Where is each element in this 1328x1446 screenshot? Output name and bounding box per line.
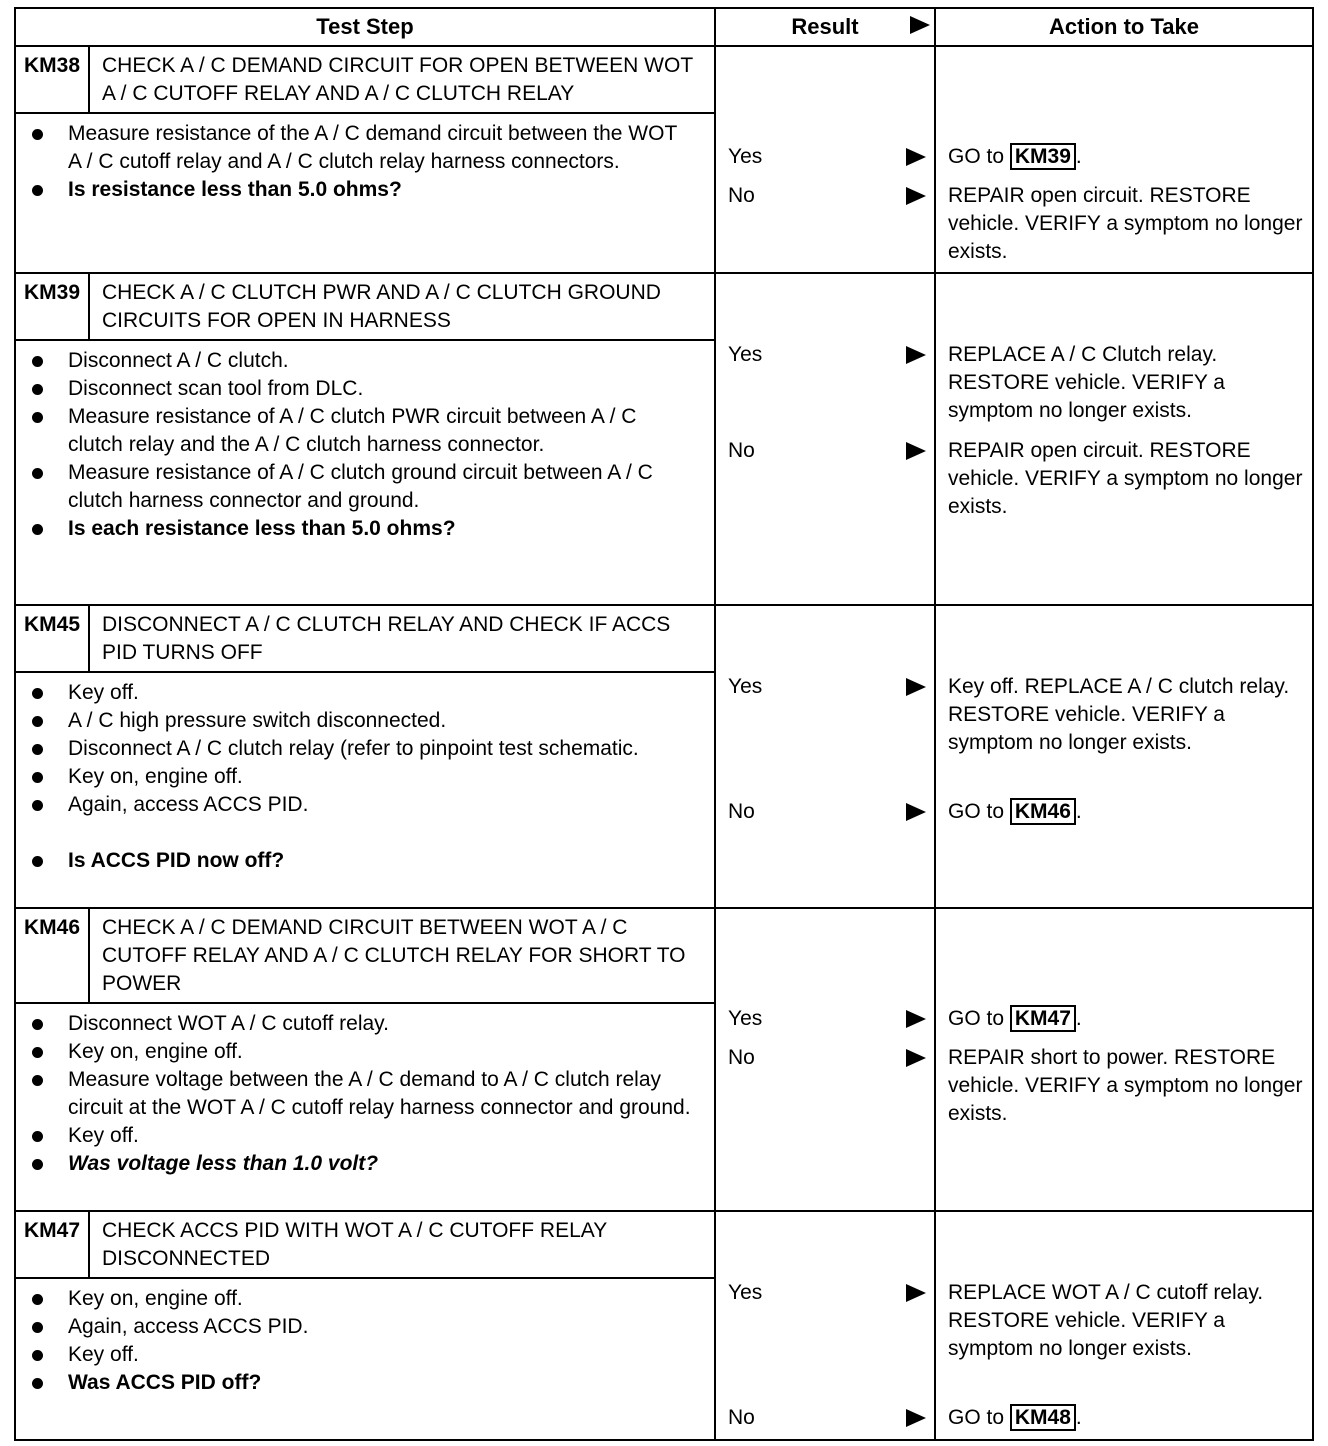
- result-cell: [715, 908, 935, 1211]
- action-text: REPLACE A / C Clutch relay. RESTORE vehicle. VERIFY a symptom no longer exists.: [948, 343, 1225, 422]
- step-reference-link[interactable]: KM48: [1010, 1404, 1076, 1431]
- action-prefix: GO to: [948, 1007, 1010, 1030]
- result-label: No: [728, 1046, 755, 1069]
- arrow-right-icon: [906, 442, 926, 460]
- step-id: KM45: [16, 606, 90, 671]
- diagnostic-table-sheet: [14, 7, 1312, 1441]
- result-option: [728, 437, 928, 465]
- step-title: CHECK ACCS PID WITH WOT A / C CUTOFF RELAY DISCONNECTED: [102, 1219, 607, 1270]
- result-option: [728, 1044, 928, 1072]
- step-question: Is each resistance less than 5.0 ohms?: [16, 515, 694, 543]
- step-question: Was ACCS PID off?: [16, 1369, 694, 1397]
- test-step-cell: [15, 605, 715, 908]
- arrow-right-icon: [906, 1010, 926, 1028]
- instruction-item: Key on, engine off.: [16, 1285, 694, 1313]
- result-option: [728, 798, 928, 826]
- action-text: Key off. REPLACE A / C clutch relay. RESTORE vehicle. VERIFY a symptom no longer exists.: [948, 675, 1290, 754]
- instruction-item: Again, access ACCS PID.: [16, 1313, 694, 1341]
- step-reference-link[interactable]: KM46: [1010, 798, 1076, 825]
- step-title: CHECK A / C DEMAND CIRCUIT FOR OPEN BETWEEN WOT A / C CUTOFF RELAY AND A / C CLUTCH RELAY: [102, 54, 693, 105]
- result-label: No: [728, 800, 755, 823]
- result-label: Yes: [728, 1281, 763, 1304]
- step-header: [16, 47, 714, 114]
- arrow-right-icon: [906, 678, 926, 696]
- arrow-right-icon: [906, 346, 926, 364]
- instruction-item: Key on, engine off.: [16, 763, 694, 791]
- action-cell: [935, 46, 1313, 273]
- step-instructions: [16, 341, 714, 551]
- result-label: Yes: [728, 343, 763, 366]
- result-cell: [715, 273, 935, 605]
- instruction-item: Disconnect scan tool from DLC.: [16, 375, 694, 403]
- step-title: CHECK A / C CLUTCH PWR AND A / C CLUTCH GROUND CIRCUITS FOR OPEN IN HARNESS: [102, 281, 661, 332]
- action-suffix: .: [1075, 1007, 1082, 1030]
- result-label: No: [728, 1406, 755, 1429]
- test-step-cell: [15, 46, 715, 273]
- action-text: REPAIR open circuit. RESTORE vehicle. VERIFY a symptom no longer exists.: [948, 439, 1303, 518]
- test-step-row: [15, 908, 1313, 1211]
- action-cell: [935, 605, 1313, 908]
- step-id: KM38: [16, 47, 90, 112]
- step-id: KM47: [16, 1212, 90, 1277]
- result-cell: [715, 605, 935, 908]
- action-text: [948, 143, 1304, 171]
- arrow-right-icon: [906, 1049, 926, 1067]
- header-row: [15, 8, 1313, 46]
- action-text: [948, 1005, 1304, 1033]
- instruction-item: Measure resistance of A / C clutch ground circuit between A / C clutch harness connector and ground.: [16, 459, 694, 515]
- result-label: Yes: [728, 675, 763, 698]
- step-id: KM39: [16, 274, 90, 339]
- result-option: [728, 341, 928, 369]
- instruction-item: Key off.: [16, 1341, 694, 1369]
- step-title: CHECK A / C DEMAND CIRCUIT BETWEEN WOT A / C CUTOFF RELAY AND A / C CLUTCH RELAY FOR SHORT TO POWER: [102, 916, 686, 995]
- step-instructions: [16, 673, 714, 883]
- test-step-row: [15, 273, 1313, 605]
- action-cell: [935, 908, 1313, 1211]
- arrow-right-icon: [910, 16, 930, 34]
- result-option: [728, 1404, 928, 1432]
- step-header: [16, 909, 714, 1004]
- result-option: [728, 182, 928, 210]
- step-header: [16, 274, 714, 341]
- action-prefix: GO to: [948, 145, 1010, 168]
- pinpoint-test-table: [14, 7, 1314, 1441]
- action-cell: [935, 273, 1313, 605]
- action-text: REPAIR short to power. RESTORE vehicle. VERIFY a symptom no longer exists.: [948, 1046, 1303, 1125]
- result-label: No: [728, 439, 755, 462]
- instruction-item: Measure voltage between the A / C demand to A / C clutch relay circuit at the WOT A / C cutoff relay harness connector and ground.: [16, 1066, 694, 1122]
- result-option: [728, 1005, 928, 1033]
- test-step-row: [15, 46, 1313, 273]
- instruction-item: Measure resistance of A / C clutch PWR circuit between A / C clutch relay and the A / C clutch harness connector.: [16, 403, 694, 459]
- result-label: Yes: [728, 1007, 763, 1030]
- arrow-right-icon: [906, 1409, 926, 1427]
- header-action: Action to Take: [935, 8, 1313, 46]
- result-label: Yes: [728, 145, 763, 168]
- test-step-row: [15, 1211, 1313, 1440]
- step-instructions: [16, 1279, 714, 1405]
- step-reference-link[interactable]: KM39: [1010, 143, 1076, 170]
- result-option: [728, 143, 928, 171]
- step-question: Was voltage less than 1.0 volt?: [16, 1150, 694, 1178]
- step-question: Is ACCS PID now off?: [16, 847, 694, 875]
- step-header: [16, 606, 714, 673]
- step-id: KM46: [16, 909, 90, 1002]
- step-title: DISCONNECT A / C CLUTCH RELAY AND CHECK IF ACCS PID TURNS OFF: [102, 613, 671, 664]
- step-instructions: [16, 1004, 714, 1186]
- test-step-row: [15, 605, 1313, 908]
- action-text: [948, 1404, 1304, 1432]
- instruction-item: Key off.: [16, 1122, 694, 1150]
- action-suffix: .: [1075, 145, 1082, 168]
- result-label: No: [728, 184, 755, 207]
- instruction-item: Measure resistance of the A / C demand circuit between the WOT A / C cutoff relay and A / C clutch relay harness connectors.: [16, 120, 694, 176]
- action-suffix: .: [1075, 800, 1082, 823]
- instruction-item: Key off.: [16, 679, 694, 707]
- arrow-right-icon: [906, 803, 926, 821]
- action-suffix: .: [1075, 1406, 1082, 1429]
- test-step-cell: [15, 908, 715, 1211]
- action-text: [948, 798, 1304, 826]
- header-result-label: Result: [791, 14, 859, 39]
- instruction-item: Again, access ACCS PID.: [16, 791, 694, 819]
- instruction-item: Disconnect A / C clutch relay (refer to pinpoint test schematic.: [16, 735, 694, 763]
- header-test-step: Test Step: [15, 8, 715, 46]
- action-text: REPAIR open circuit. RESTORE vehicle. VERIFY a symptom no longer exists.: [948, 184, 1303, 263]
- arrow-right-icon: [906, 1284, 926, 1302]
- result-option: [728, 1279, 928, 1307]
- action-prefix: GO to: [948, 800, 1010, 823]
- result-cell: [715, 46, 935, 273]
- instruction-item: A / C high pressure switch disconnected.: [16, 707, 694, 735]
- result-option: [728, 673, 928, 701]
- arrow-right-icon: [906, 187, 926, 205]
- test-step-cell: [15, 1211, 715, 1440]
- step-question: Is resistance less than 5.0 ohms?: [16, 176, 694, 204]
- step-instructions: [16, 114, 714, 212]
- instruction-item: Disconnect WOT A / C cutoff relay.: [16, 1010, 694, 1038]
- instruction-item: Disconnect A / C clutch.: [16, 347, 694, 375]
- step-header: [16, 1212, 714, 1279]
- arrow-right-icon: [906, 148, 926, 166]
- action-cell: [935, 1211, 1313, 1440]
- header-result: [715, 8, 935, 46]
- step-reference-link[interactable]: KM47: [1010, 1005, 1076, 1032]
- instruction-item: Key on, engine off.: [16, 1038, 694, 1066]
- action-text: REPLACE WOT A / C cutoff relay. RESTORE vehicle. VERIFY a symptom no longer exists.: [948, 1281, 1264, 1360]
- action-prefix: GO to: [948, 1406, 1010, 1429]
- result-cell: [715, 1211, 935, 1440]
- test-step-cell: [15, 273, 715, 605]
